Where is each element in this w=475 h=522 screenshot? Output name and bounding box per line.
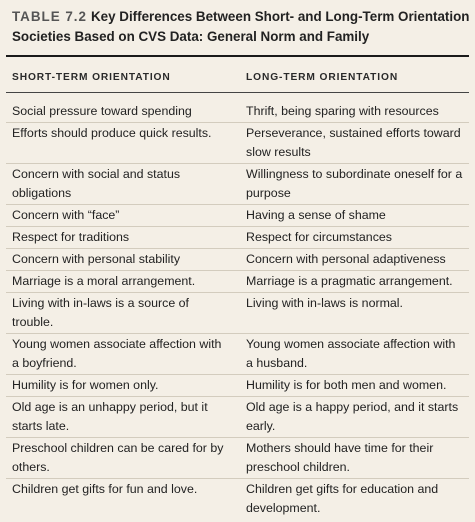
long-term-cell: Humility is for both men and women. [246,378,447,392]
short-term-cell: Concern with “face” [12,208,120,222]
long-term-cell: Thrift, being sparing with resources [246,104,439,118]
table-row [6,204,469,226]
long-term-cell: Willingness to subordinate oneself for a purpose [246,167,463,200]
short-term-cell: Social pressure toward spending [12,104,192,118]
column-header-short-term: SHORT-TERM ORIENTATION [12,72,171,83]
long-term-cell: Marriage is a pragmatic arrangement. [246,274,453,288]
column-header-long-term: LONG-TERM ORIENTATION [246,72,399,83]
table-row [6,122,469,163]
table-row [6,478,469,519]
table-title-line-1 [12,7,470,27]
table-row [6,292,469,333]
short-term-cell: Humility is for women only. [12,378,159,392]
long-term-cell: Perseverance, sustained efforts toward slow results [246,126,461,159]
table-row [6,437,469,478]
table-row [6,226,469,248]
table-row [6,101,469,122]
table-title-line-2: Societies Based on CVS Data: General Norm and Family [12,29,370,44]
short-term-cell: Marriage is a moral arrangement. [12,274,196,288]
long-term-cell: Children get gifts for education and development. [246,482,439,515]
table-row [6,396,469,437]
table-title-text-1: Key Differences Between Short- and Long-Term Orientation [90,9,470,24]
short-term-cell: Concern with social and status obligations [12,167,181,200]
table-body [6,101,469,519]
long-term-cell: Living with in-laws is normal. [246,296,404,310]
long-term-cell: Young women associate affection with a husband. [246,337,456,370]
long-term-cell: Concern with personal adaptiveness [246,252,446,266]
table-row [6,248,469,270]
short-term-cell: Efforts should produce quick results. [12,126,212,140]
table-row [6,374,469,396]
short-term-cell: Preschool children can be cared for by others. [12,441,224,474]
long-term-cell: Respect for circumstances [246,230,392,244]
header-divider [6,92,469,93]
table-row [6,163,469,204]
short-term-cell: Concern with personal stability [12,252,181,266]
long-term-cell: Mothers should have time for their preschool children. [246,441,434,474]
short-term-cell: Old age is an unhappy period, but it starts late. [12,400,208,433]
table-row [6,270,469,292]
short-term-cell: Children get gifts for fun and love. [12,482,198,496]
short-term-cell: Respect for traditions [12,230,130,244]
long-term-cell: Old age is a happy period, and it starts early. [246,400,459,433]
short-term-cell: Living with in-laws is a source of trouble. [12,296,189,329]
table-row [6,333,469,374]
short-term-cell: Young women associate affection with a boyfriend. [12,337,222,370]
long-term-cell: Having a sense of shame [246,208,386,222]
table-number: TABLE 7.2 [12,9,87,24]
title-divider [6,55,469,57]
table-title [12,7,470,47]
